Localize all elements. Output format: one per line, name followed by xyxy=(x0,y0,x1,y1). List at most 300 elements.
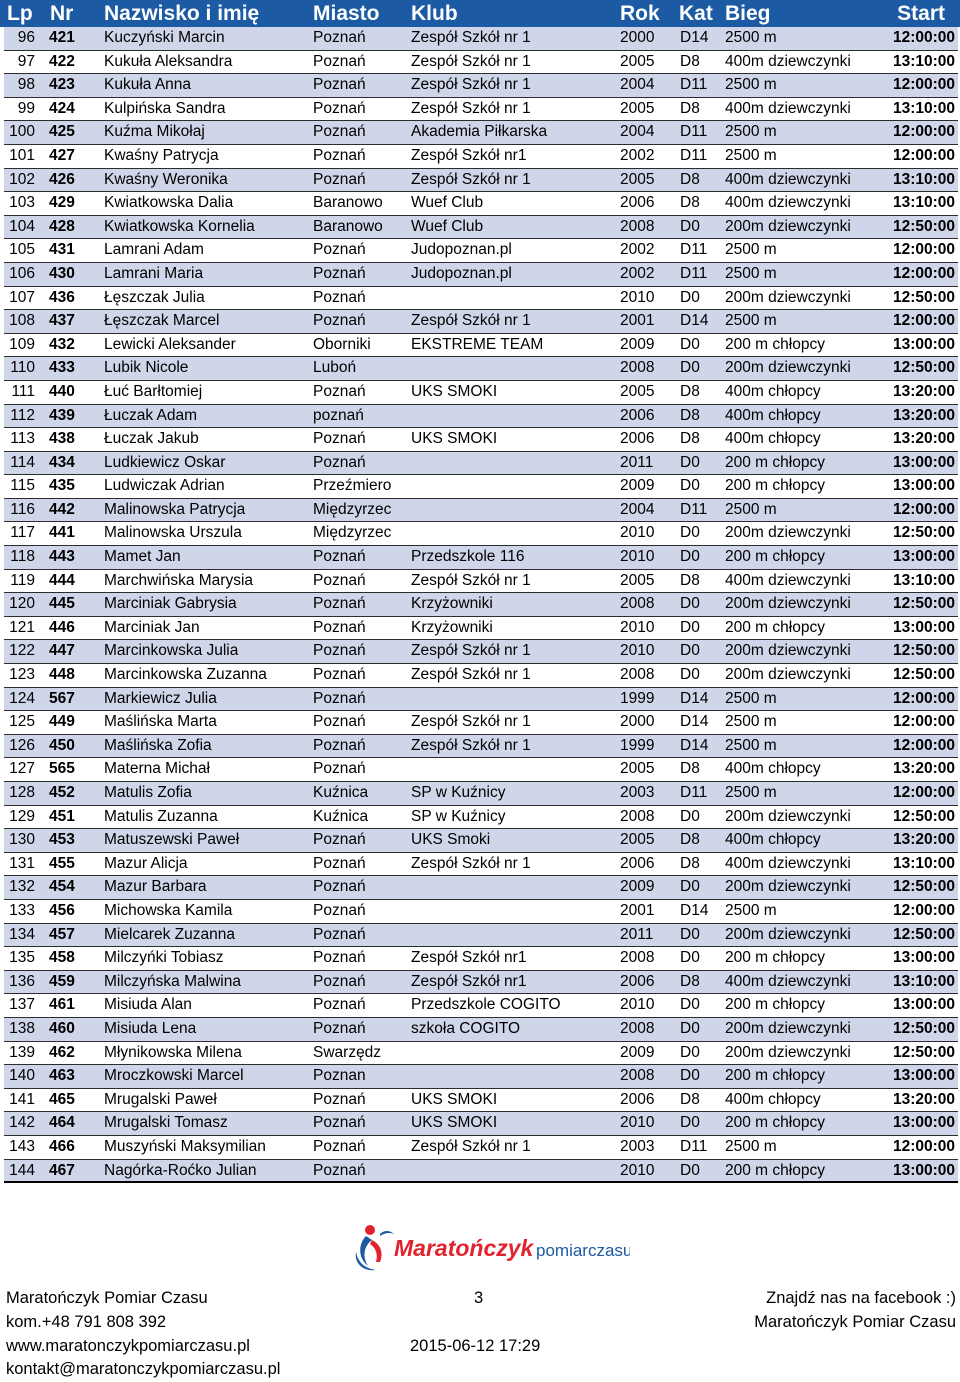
cell-lp: 116 xyxy=(10,500,35,518)
cell-start-number: 442 xyxy=(49,500,75,518)
cell-start-time: 13:00:00 xyxy=(892,949,955,967)
table-row xyxy=(4,711,958,735)
cell-year: 2003 xyxy=(620,784,655,801)
cell-club: Zespół Szkół nr1 xyxy=(411,146,527,164)
table-row xyxy=(4,51,958,75)
cell-start-number: 437 xyxy=(49,312,75,330)
cell-lp: 96 xyxy=(17,29,35,46)
cell-start-time: 12:50:00 xyxy=(892,288,955,306)
cell-city: Poznań xyxy=(313,642,366,660)
table-row xyxy=(4,570,958,594)
cell-city: Poznań xyxy=(313,972,366,990)
cell-category: D0 xyxy=(680,524,700,542)
cell-lp: 107 xyxy=(9,288,35,306)
cell-start-number: 424 xyxy=(49,99,75,117)
table-row xyxy=(4,664,958,688)
cell-start-time: 12:50:00 xyxy=(892,925,955,943)
cell-name: Mazur Barbara xyxy=(104,878,207,896)
cell-year: 1999 xyxy=(620,736,655,754)
cell-name: Mroczkowski Marcel xyxy=(104,1067,244,1085)
table-row xyxy=(4,1065,958,1089)
column-header-city: Miasto xyxy=(313,2,380,25)
cell-name: Lamrani Maria xyxy=(104,264,204,282)
cell-club: Akademia Piłkarska xyxy=(411,123,548,141)
cell-start-time: 12:00:00 xyxy=(892,123,955,141)
cell-name: Muszyński Maksymilian xyxy=(104,1137,266,1155)
cell-city: Poznań xyxy=(313,831,366,849)
cell-race: 2500 m xyxy=(725,123,777,141)
cell-category: D0 xyxy=(680,949,700,967)
cell-year: 2009 xyxy=(620,878,655,896)
cell-category: D0 xyxy=(680,595,700,613)
cell-race: 2500 m xyxy=(725,784,777,801)
cell-race: 2500 m xyxy=(725,689,777,707)
table-row xyxy=(4,216,958,240)
cell-city: poznań xyxy=(313,406,364,424)
table-row xyxy=(4,428,958,452)
table-row xyxy=(4,27,958,51)
cell-name: Marcinkowska Julia xyxy=(104,642,239,660)
cell-start-time: 13:10:00 xyxy=(892,571,955,589)
cell-city: Poznań xyxy=(313,52,366,70)
cell-start-number: 421 xyxy=(49,29,75,46)
logo-main-text: Maratończyk xyxy=(394,1235,534,1261)
cell-start-time: 12:00:00 xyxy=(892,76,955,94)
cell-name: Łuć Barłtomiej xyxy=(104,382,203,400)
cell-start-time: 13:20:00 xyxy=(892,430,955,448)
cell-city: Poznań xyxy=(313,123,366,141)
cell-start-number: 446 xyxy=(49,618,75,636)
cell-year: 2009 xyxy=(620,1043,655,1061)
cell-year: 2010 xyxy=(620,642,655,660)
table-row xyxy=(4,688,958,712)
cell-race: 200m dziewczynki xyxy=(725,666,851,684)
cell-start-time: 13:10:00 xyxy=(892,99,955,117)
table-row xyxy=(4,853,958,877)
cell-category: D0 xyxy=(680,996,700,1014)
cell-city: Baranowo xyxy=(313,194,383,212)
cell-club: UKS SMOKI xyxy=(411,1090,498,1108)
cell-start-number: 422 xyxy=(49,52,75,70)
cell-start-number: 431 xyxy=(49,241,75,259)
cell-start-number: 464 xyxy=(49,1114,75,1132)
cell-category: D8 xyxy=(680,972,700,990)
table-row xyxy=(4,74,958,98)
cell-category: D8 xyxy=(680,854,700,872)
column-header-club: Klub xyxy=(411,2,458,25)
cell-lp: 109 xyxy=(9,335,35,353)
cell-city: Luboń xyxy=(313,359,357,377)
cell-start-number: 461 xyxy=(49,996,75,1014)
cell-lp: 106 xyxy=(9,264,35,282)
cell-category: D8 xyxy=(680,1090,700,1108)
cell-lp: 125 xyxy=(9,713,35,731)
table-row xyxy=(4,994,958,1018)
cell-year: 2001 xyxy=(620,312,655,330)
column-header-name: Nazwisko i imię xyxy=(104,2,260,25)
cell-race: 400m chłopcy xyxy=(725,430,821,448)
table-row xyxy=(4,829,958,853)
cell-name: Łęszczak Julia xyxy=(104,288,205,306)
cell-name: Nagórka-Roćko Julian xyxy=(104,1161,257,1179)
table-row xyxy=(4,522,958,546)
cell-club: Krzyżowniki xyxy=(411,618,493,636)
cell-category: D8 xyxy=(680,99,700,117)
cell-name: Maślińska Zofia xyxy=(104,736,212,754)
cell-city: Poznań xyxy=(313,1019,366,1037)
cell-start-number: 457 xyxy=(49,925,75,943)
cell-club: Zespół Szkół nr 1 xyxy=(411,1137,531,1155)
cell-year: 2008 xyxy=(620,595,655,613)
cell-race: 400m dziewczynki xyxy=(725,52,851,70)
cell-race: 2500 m xyxy=(725,736,777,754)
cell-year: 2010 xyxy=(620,618,655,636)
cell-start-number: 449 xyxy=(49,713,75,731)
footer-facebook-name[interactable]: Maratończyk Pomiar Czasu xyxy=(754,1313,956,1331)
cell-race: 400m dziewczynki xyxy=(725,972,851,990)
cell-lp: 121 xyxy=(9,618,35,636)
cell-name: Kwiatkowska Kornelia xyxy=(104,217,255,235)
cell-club: Zespół Szkół nr 1 xyxy=(411,713,531,731)
table-row xyxy=(4,1160,958,1184)
cell-club: Zespół Szkół nr 1 xyxy=(411,99,531,117)
cell-race: 2500 m xyxy=(725,1137,777,1155)
cell-category: D8 xyxy=(680,382,700,400)
cell-start-time: 12:00:00 xyxy=(892,29,955,46)
cell-start-time: 13:00:00 xyxy=(892,1067,955,1085)
cell-start-number: 439 xyxy=(49,406,75,424)
cell-city: Poznań xyxy=(313,241,366,259)
cell-category: D0 xyxy=(680,618,700,636)
cell-year: 2000 xyxy=(620,29,655,46)
cell-category: D8 xyxy=(680,571,700,589)
cell-race: 200m dziewczynki xyxy=(725,878,851,896)
cell-start-number: 465 xyxy=(49,1090,75,1108)
cell-name: Kulpińska Sandra xyxy=(104,99,226,117)
cell-start-number: 450 xyxy=(49,736,75,754)
cell-start-number: 454 xyxy=(49,878,75,896)
cell-club: SP w Kuźnicy xyxy=(411,807,506,825)
cell-start-number: 460 xyxy=(49,1019,75,1037)
cell-category: D0 xyxy=(680,1019,700,1037)
cell-category: D11 xyxy=(680,1137,708,1155)
column-header-nr: Nr xyxy=(50,2,74,25)
cell-start-number: 443 xyxy=(49,548,75,566)
footer-date: 2015-06-12 17:29 xyxy=(410,1337,541,1355)
cell-club: Zespół Szkół nr 1 xyxy=(411,571,531,589)
cell-start-number: 455 xyxy=(49,854,75,872)
cell-start-time: 12:50:00 xyxy=(892,878,955,896)
cell-race: 2500 m xyxy=(725,500,777,518)
cell-lp: 127 xyxy=(9,760,35,778)
cell-lp: 130 xyxy=(9,831,35,849)
cell-start-number: 444 xyxy=(49,571,75,589)
cell-race: 2500 m xyxy=(725,264,777,282)
cell-start-time: 13:00:00 xyxy=(892,1114,955,1132)
cell-city: Baranowo xyxy=(313,217,383,235)
cell-club: Zespół Szkół nr 1 xyxy=(411,736,531,754)
cell-start-number: 426 xyxy=(49,170,75,188)
cell-race: 200 m chłopcy xyxy=(725,1067,825,1085)
cell-year: 2004 xyxy=(620,76,655,94)
column-header-race: Bieg xyxy=(725,2,771,25)
cell-lp: 102 xyxy=(9,170,35,188)
cell-city: Poznań xyxy=(313,595,366,613)
cell-start-time: 12:00:00 xyxy=(892,312,955,330)
cell-city: Poznań xyxy=(313,548,366,566)
cell-city: Poznań xyxy=(313,736,366,754)
cell-year: 2011 xyxy=(620,925,654,943)
cell-club: Zespół Szkół nr 1 xyxy=(411,29,531,46)
cell-lp: 132 xyxy=(9,878,35,896)
cell-race: 400m dziewczynki xyxy=(725,854,851,872)
cell-club: SP w Kuźnicy xyxy=(411,784,506,801)
cell-lp: 98 xyxy=(17,76,35,94)
cell-start-number: 427 xyxy=(49,146,75,164)
cell-category: D11 xyxy=(680,146,708,164)
cell-category: D8 xyxy=(680,170,700,188)
cell-city: Poznań xyxy=(313,146,366,164)
cell-category: D0 xyxy=(680,359,700,377)
cell-lp: 113 xyxy=(10,430,35,448)
cell-race: 400m dziewczynki xyxy=(725,170,851,188)
cell-name: Mamet Jan xyxy=(104,548,181,566)
cell-category: D11 xyxy=(680,123,708,141)
cell-city: Poznań xyxy=(313,666,366,684)
cell-city: Poznań xyxy=(313,312,366,330)
cell-lp: 117 xyxy=(10,524,35,542)
table-row xyxy=(4,947,958,971)
cell-year: 2005 xyxy=(620,99,655,117)
cell-city: Poznań xyxy=(313,99,366,117)
cell-city: Oborniki xyxy=(313,335,371,353)
cell-city: Międzyrzec xyxy=(313,524,392,542)
cell-start-time: 12:00:00 xyxy=(892,901,955,919)
cell-race: 200 m chłopcy xyxy=(725,477,825,495)
cell-lp: 114 xyxy=(10,453,35,471)
cell-name: Kwaśny Patrycja xyxy=(104,146,219,164)
cell-year: 2003 xyxy=(620,1137,655,1155)
table-row xyxy=(4,1018,958,1042)
cell-club: Wuef Club xyxy=(411,217,484,235)
cell-club: Zespół Szkół nr 1 xyxy=(411,76,531,94)
cell-year: 2002 xyxy=(620,241,655,259)
cell-name: Mrugalski Tomasz xyxy=(104,1114,228,1132)
cell-city: Poznań xyxy=(313,1114,366,1132)
cell-club: Krzyżowniki xyxy=(411,595,493,613)
cell-start-time: 13:00:00 xyxy=(892,618,955,636)
cell-lp: 143 xyxy=(9,1137,35,1155)
cell-start-time: 12:50:00 xyxy=(892,1019,955,1037)
cell-city: Poznań xyxy=(313,925,366,943)
cell-city: Poznań xyxy=(313,1137,366,1155)
cell-name: Markiewicz Julia xyxy=(104,689,217,707)
footer-email-link[interactable]: kontakt@maratonczykpomiarczasu.pl xyxy=(6,1360,281,1378)
cell-year: 2004 xyxy=(620,500,655,518)
cell-name: Ludkiewicz Oskar xyxy=(104,453,226,471)
cell-start-number: 428 xyxy=(49,217,75,235)
cell-category: D8 xyxy=(680,52,700,70)
cell-race: 2500 m xyxy=(725,241,777,259)
cell-name: Łuczak Jakub xyxy=(104,430,199,448)
cell-start-time: 13:00:00 xyxy=(892,335,955,353)
table-row xyxy=(4,310,958,334)
cell-lp: 115 xyxy=(10,477,35,495)
cell-start-time: 12:00:00 xyxy=(892,1137,955,1155)
cell-race: 400m chłopcy xyxy=(725,406,821,424)
cell-start-number: 438 xyxy=(49,430,75,448)
cell-name: Lewicki Aleksander xyxy=(104,335,236,353)
cell-lp: 122 xyxy=(9,642,35,660)
cell-race: 200 m chłopcy xyxy=(725,1161,825,1179)
footer-website-link[interactable]: www.maratonczykpomiarczasu.pl xyxy=(6,1337,250,1355)
cell-category: D8 xyxy=(680,760,700,778)
cell-lp: 134 xyxy=(9,925,35,943)
cell-city: Przeźmiero xyxy=(313,477,392,495)
cell-start-number: 445 xyxy=(49,595,75,613)
cell-year: 2005 xyxy=(620,170,655,188)
cell-start-number: 430 xyxy=(49,264,75,282)
cell-year: 2010 xyxy=(620,996,655,1014)
cell-start-time: 13:10:00 xyxy=(892,854,955,872)
cell-race: 200m dziewczynki xyxy=(725,595,851,613)
cell-lp: 112 xyxy=(10,406,35,424)
cell-city: Poznań xyxy=(313,878,366,896)
cell-category: D0 xyxy=(680,1114,700,1132)
cell-start-time: 13:20:00 xyxy=(892,1090,955,1108)
table-row xyxy=(4,169,958,193)
cell-start-time: 13:00:00 xyxy=(892,1161,955,1179)
cell-category: D0 xyxy=(680,1043,700,1061)
cell-lp: 97 xyxy=(17,52,35,70)
cell-city: Poznań xyxy=(313,264,366,282)
cell-city: Poznań xyxy=(313,1090,366,1108)
cell-club: UKS SMOKI xyxy=(411,1114,498,1132)
cell-club: Przedszkole 116 xyxy=(411,548,525,566)
cell-start-time: 13:20:00 xyxy=(892,831,955,849)
cell-year: 2010 xyxy=(620,1114,655,1132)
cell-club: Zespół Szkół nr 1 xyxy=(411,312,531,330)
cell-race: 400m chłopcy xyxy=(725,382,821,400)
cell-race: 2500 m xyxy=(725,713,777,731)
cell-year: 2010 xyxy=(620,1161,655,1179)
cell-year: 2008 xyxy=(620,217,655,235)
cell-lp: 103 xyxy=(9,194,35,212)
cell-start-number: 456 xyxy=(49,901,75,919)
table-row xyxy=(4,593,958,617)
cell-club: Judopoznan.pl xyxy=(411,241,512,259)
table-row xyxy=(4,263,958,287)
cell-start-number: 436 xyxy=(49,288,75,306)
cell-race: 400m chłopcy xyxy=(725,1090,821,1108)
cell-start-number: 441 xyxy=(49,524,75,542)
cell-year: 2008 xyxy=(620,1067,655,1085)
cell-category: D14 xyxy=(680,29,709,46)
cell-name: Kukuła Aleksandra xyxy=(104,52,233,70)
cell-year: 2006 xyxy=(620,1090,655,1108)
cell-start-number: 565 xyxy=(49,760,75,778)
cell-name: Kwiatkowska Dalia xyxy=(104,194,234,212)
table-row xyxy=(4,1042,958,1066)
cell-start-number: 467 xyxy=(49,1161,75,1179)
cell-category: D14 xyxy=(680,689,709,707)
cell-start-time: 12:50:00 xyxy=(892,807,955,825)
cell-category: D11 xyxy=(680,264,708,282)
cell-year: 2010 xyxy=(620,288,655,306)
cell-start-time: 12:50:00 xyxy=(892,217,955,235)
table-row xyxy=(4,499,958,523)
cell-lp: 108 xyxy=(9,312,35,330)
cell-year: 2006 xyxy=(620,972,655,990)
table-row xyxy=(4,475,958,499)
cell-category: D11 xyxy=(680,76,708,94)
cell-race: 2500 m xyxy=(725,312,777,330)
cell-category: D14 xyxy=(680,901,709,919)
cell-year: 2008 xyxy=(620,949,655,967)
cell-category: D8 xyxy=(680,406,700,424)
table-row xyxy=(4,192,958,216)
cell-race: 200m dziewczynki xyxy=(725,359,851,377)
table-row xyxy=(4,287,958,311)
cell-name: Marciniak Gabrysia xyxy=(104,595,237,613)
cell-start-number: 425 xyxy=(49,123,75,141)
cell-club: Wuef Club xyxy=(411,194,484,212)
cell-name: Kukuła Anna xyxy=(104,76,192,94)
cell-name: Młynikowska Milena xyxy=(104,1043,242,1061)
cell-start-number: 435 xyxy=(49,477,75,495)
table-row xyxy=(4,121,958,145)
cell-category: D0 xyxy=(680,642,700,660)
cell-city: Poznań xyxy=(313,430,366,448)
cell-race: 400m dziewczynki xyxy=(725,194,851,212)
cell-club: EKSTREME TEAM xyxy=(411,335,544,353)
cell-name: Malinowska Patrycja xyxy=(104,500,246,518)
cell-race: 200 m chłopcy xyxy=(725,548,825,566)
cell-city: Międzyrzec xyxy=(313,500,392,518)
table-row xyxy=(4,145,958,169)
cell-category: D11 xyxy=(680,784,708,801)
cell-start-time: 12:00:00 xyxy=(892,500,955,518)
cell-lp: 144 xyxy=(9,1161,35,1179)
cell-category: D0 xyxy=(680,1067,700,1085)
column-header-start: Start xyxy=(897,2,945,25)
cell-start-time: 12:00:00 xyxy=(892,241,955,259)
cell-city: Poznań xyxy=(313,618,366,636)
cell-lp: 129 xyxy=(9,807,35,825)
cell-year: 2011 xyxy=(620,453,654,471)
cell-category: D0 xyxy=(680,925,700,943)
table-row xyxy=(4,405,958,429)
cell-name: Marciniak Jan xyxy=(104,618,200,636)
cell-start-number: 434 xyxy=(49,453,75,471)
cell-year: 2006 xyxy=(620,406,655,424)
cell-race: 200m dziewczynki xyxy=(725,642,851,660)
cell-lp: 110 xyxy=(10,359,35,377)
cell-lp: 104 xyxy=(9,217,35,235)
cell-lp: 137 xyxy=(9,996,35,1014)
cell-year: 2005 xyxy=(620,571,655,589)
cell-start-time: 12:50:00 xyxy=(892,666,955,684)
cell-start-number: 451 xyxy=(49,807,75,825)
cell-start-number: 459 xyxy=(49,972,75,990)
cell-name: Łęszczak Marcel xyxy=(104,312,220,330)
cell-lp: 120 xyxy=(9,595,35,613)
cell-category: D0 xyxy=(680,453,700,471)
cell-start-time: 13:00:00 xyxy=(892,548,955,566)
cell-race: 200m dziewczynki xyxy=(725,1019,851,1037)
cell-category: D0 xyxy=(680,666,700,684)
cell-club: Zespół Szkół nr 1 xyxy=(411,642,531,660)
